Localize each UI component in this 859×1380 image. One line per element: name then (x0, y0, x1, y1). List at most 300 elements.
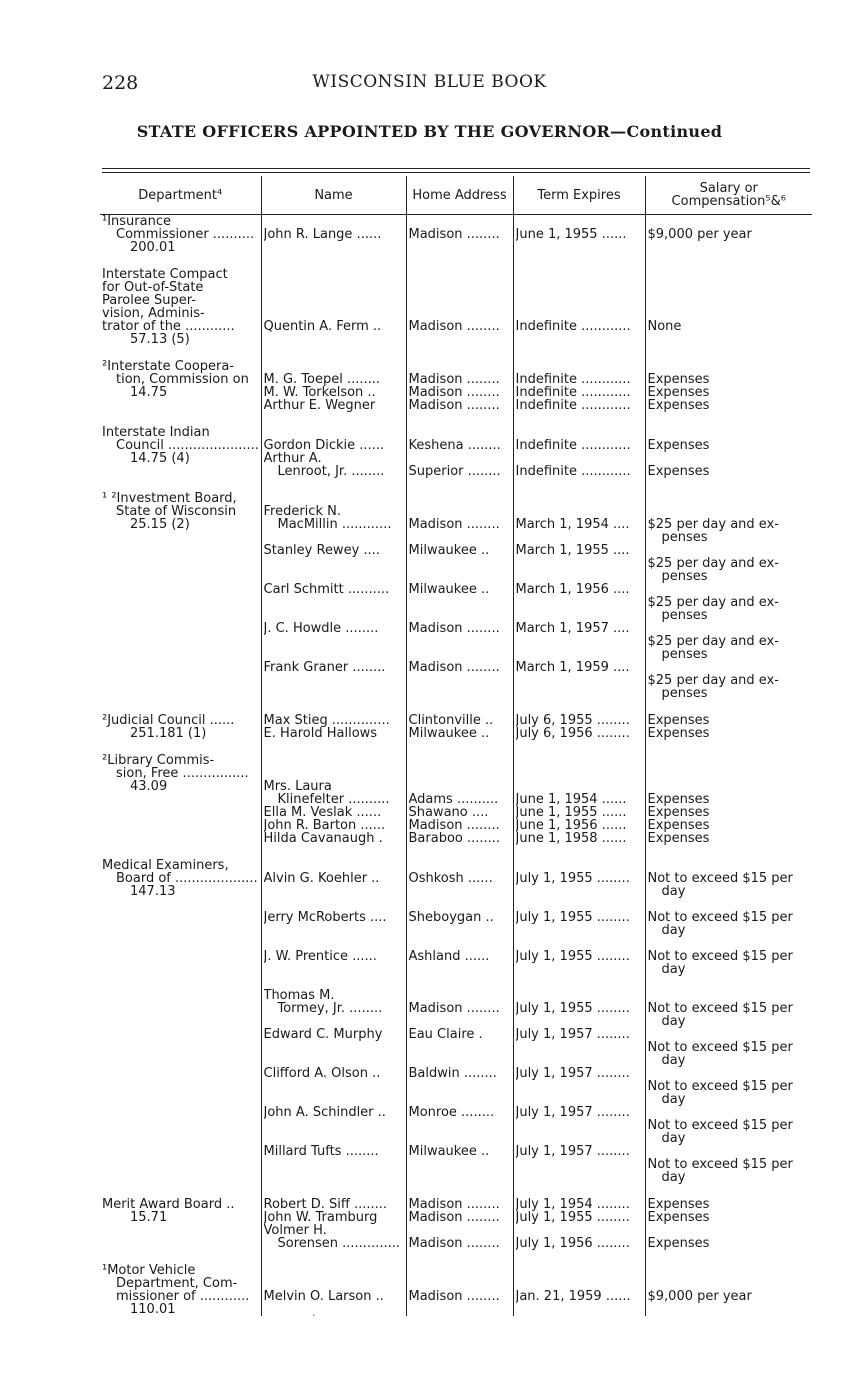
spacer-cell (406, 700, 513, 714)
address-cell (406, 492, 513, 700)
term-cell (513, 859, 645, 1184)
name-cell (261, 859, 406, 1184)
group-spacer (100, 700, 812, 714)
salary-line: Expenses (647, 832, 710, 845)
line-gap (264, 492, 404, 505)
line-gap (516, 609, 643, 622)
term-line: July 6, 1955 ........ (515, 714, 630, 727)
name-line: M. G. Toepel ........ (263, 373, 381, 386)
address-line: Madison ........ (408, 399, 500, 412)
address-line: Baraboo ........ (408, 832, 501, 845)
term-line: Indefinite ............ (515, 386, 631, 399)
line-gap (648, 754, 811, 767)
line-gap (516, 674, 643, 687)
salary-line: day (661, 963, 686, 976)
department-cell (100, 360, 261, 412)
term-line: March 1, 1955 .... (515, 544, 630, 557)
name-line: Edward C. Murphy (263, 1028, 383, 1041)
name-line: Mrs. Laura (263, 780, 332, 793)
name-line: J. C. Howdle ........ (263, 622, 379, 635)
line-gap (264, 570, 404, 583)
department-cell (100, 492, 261, 700)
line-gap (516, 1080, 643, 1093)
section-title: STATE OFFICERS APPOINTED BY THE GOVERNOR—Continued (136, 122, 723, 141)
address-line: Madison ........ (408, 518, 500, 531)
department-line: 43.09 (130, 780, 168, 793)
term-cell (513, 426, 645, 478)
line-gap (409, 754, 511, 767)
table-row (100, 492, 812, 700)
line-gap (264, 1158, 404, 1171)
name-line: Stanley Rewey .... (263, 544, 380, 557)
line-gap (516, 307, 643, 320)
name-line: Ella M. Veslak ...... (263, 806, 382, 819)
name-cell (261, 426, 406, 478)
line-gap (409, 780, 511, 793)
department-line: ¹Motor Vehicle (102, 1264, 196, 1277)
term-cell (513, 754, 645, 845)
line-gap (264, 963, 404, 976)
address-line: Baldwin ........ (408, 1067, 497, 1080)
line-gap (516, 1041, 643, 1054)
term-line: Indefinite ............ (515, 373, 631, 386)
line-gap (516, 1054, 643, 1067)
line-gap (516, 885, 643, 898)
column-header-home-address: Home Address (406, 176, 513, 215)
salary-line: Expenses (647, 465, 710, 478)
spacer-cell (645, 700, 812, 714)
page-number: 228 (102, 72, 139, 94)
line-gap (516, 492, 643, 505)
salary-line: day (661, 924, 686, 937)
department-line: 25.15 (2) (130, 518, 190, 531)
line-gap (516, 360, 643, 373)
address-line: Madison ........ (408, 1290, 500, 1303)
line-gap (264, 1093, 404, 1106)
line-gap (264, 767, 404, 780)
name-line: Lenroot, Jr. ........ (277, 465, 385, 478)
department-cell (100, 1264, 261, 1316)
spacer-cell (513, 346, 645, 360)
line-gap (409, 963, 511, 976)
salary-line: day (661, 1054, 686, 1067)
line-gap (648, 976, 811, 989)
line-gap (264, 1041, 404, 1054)
line-gap (516, 1132, 643, 1145)
spacer-cell (100, 740, 261, 754)
line-gap (648, 1224, 811, 1237)
term-cell (513, 1264, 645, 1316)
spacer-cell (261, 1250, 406, 1264)
line-gap (516, 754, 643, 767)
salary-line: day (661, 1093, 686, 1106)
line-gap (516, 859, 643, 872)
salary-cell (645, 859, 812, 1184)
term-line: July 1, 1957 ........ (515, 1145, 630, 1158)
salary-cell (645, 268, 812, 346)
group-spacer (100, 346, 812, 360)
name-line: Arthur E. Wegner (263, 399, 376, 412)
term-line: July 1, 1956 ........ (515, 1237, 630, 1250)
line-gap (516, 1093, 643, 1106)
line-gap (409, 648, 511, 661)
term-cell (513, 268, 645, 346)
salary-line: Not to exceed $15 per (647, 872, 793, 885)
line-gap (409, 492, 511, 505)
line-gap (516, 898, 643, 911)
address-line: Keshena ........ (408, 439, 501, 452)
spacer-cell (513, 1250, 645, 1264)
address-line: Milwaukee .. (408, 544, 490, 557)
term-line: July 1, 1957 ........ (515, 1028, 630, 1041)
line-gap (516, 780, 643, 793)
term-line: July 1, 1955 ........ (515, 950, 630, 963)
department-line: ²Judicial Council ...... (102, 714, 235, 727)
salary-line: Expenses (647, 1237, 710, 1250)
address-line: Madison ........ (408, 1198, 500, 1211)
line-gap (648, 544, 811, 557)
group-spacer (100, 1250, 812, 1264)
line-gap (409, 505, 511, 518)
line-gap (409, 1054, 511, 1067)
name-line: Quentin A. Ferm .. (263, 320, 382, 333)
line-gap (516, 1158, 643, 1171)
spacer-cell (513, 740, 645, 754)
table-row (100, 1264, 812, 1316)
address-line: Madison ........ (408, 228, 500, 241)
address-line: Ashland ...... (408, 950, 490, 963)
line-gap (264, 937, 404, 950)
department-cell (100, 714, 261, 740)
department-line: 200.01 (130, 241, 176, 254)
department-line: sion, Free ................ (116, 767, 249, 780)
name-line: John A. Schindler .. (263, 1106, 386, 1119)
spacer-cell (406, 478, 513, 492)
salary-cell (645, 215, 812, 255)
line-gap (409, 452, 511, 465)
name-line: Melvin O. Larson .. (263, 1290, 384, 1303)
address-line: Adams .......... (408, 793, 499, 806)
line-gap (409, 1041, 511, 1054)
line-gap (409, 268, 511, 281)
line-gap (648, 661, 811, 674)
salary-line: Not to exceed $15 per (647, 950, 793, 963)
table-row (100, 714, 812, 740)
line-gap (409, 859, 511, 872)
name-line: John R. Barton ...... (263, 819, 386, 832)
spacer-cell (645, 1184, 812, 1198)
spacer-cell (261, 700, 406, 714)
department-line: 251.181 (1) (130, 727, 207, 740)
line-gap (409, 1093, 511, 1106)
line-gap (264, 674, 404, 687)
line-gap (409, 426, 511, 439)
line-gap (409, 635, 511, 648)
column-header-name: Name (261, 176, 406, 215)
department-line: ¹ ²Investment Board, (102, 492, 237, 505)
line-gap (648, 215, 811, 228)
salary-line: $25 per day and ex- (647, 596, 779, 609)
name-line: Hilda Cavanaugh . (263, 832, 383, 845)
spacer-cell (406, 740, 513, 754)
name-line: MacMillin ............ (277, 518, 392, 531)
line-gap (516, 426, 643, 439)
line-gap (516, 767, 643, 780)
line-gap (264, 268, 404, 281)
salary-line: Expenses (647, 793, 710, 806)
column-header-department: Department⁴ (100, 176, 261, 215)
line-gap (516, 294, 643, 307)
salary-line: Expenses (647, 714, 710, 727)
line-gap (648, 294, 811, 307)
line-gap (409, 281, 511, 294)
line-gap (264, 281, 404, 294)
term-line: Jan. 21, 1959 ...... (515, 1290, 631, 1303)
top-double-rule-lower (102, 172, 810, 173)
spacer-cell (645, 740, 812, 754)
term-cell (513, 1198, 645, 1250)
name-line: Frank Graner ........ (263, 661, 386, 674)
line-gap (648, 1106, 811, 1119)
address-line: Madison ........ (408, 661, 500, 674)
salary-line: $25 per day and ex- (647, 518, 779, 531)
department-line: 14.75 (130, 386, 168, 399)
spacer-cell (513, 845, 645, 859)
salary-line: Not to exceed $15 per (647, 1041, 793, 1054)
line-gap (264, 898, 404, 911)
group-spacer (100, 254, 812, 268)
department-line: 147.13 (130, 885, 176, 898)
line-gap (264, 754, 404, 767)
salary-line: penses (661, 531, 708, 544)
spacer-cell (100, 412, 261, 426)
name-cell (261, 215, 406, 255)
department-line: missioner of ............ (116, 1290, 250, 1303)
spacer-cell (513, 254, 645, 268)
line-gap (264, 557, 404, 570)
line-gap (648, 898, 811, 911)
spacer-cell (645, 412, 812, 426)
spacer-cell (406, 1250, 513, 1264)
line-gap (264, 1277, 404, 1290)
salary-cell (645, 360, 812, 412)
department-line: ²Library Commis- (102, 754, 215, 767)
line-gap (648, 767, 811, 780)
name-line: Robert D. Siff ........ (263, 1198, 388, 1211)
line-gap (409, 1277, 511, 1290)
spacer-cell (513, 478, 645, 492)
term-line: July 1, 1955 ........ (515, 1211, 630, 1224)
line-gap (264, 1264, 404, 1277)
address-line: Madison ........ (408, 386, 500, 399)
department-line: ²Interstate Coopera- (102, 360, 235, 373)
address-line: Madison ........ (408, 819, 500, 832)
term-line: March 1, 1956 .... (515, 583, 630, 596)
line-gap (516, 215, 643, 228)
line-gap (409, 767, 511, 780)
address-line: Superior ........ (408, 465, 501, 478)
salary-line: $25 per day and ex- (647, 635, 779, 648)
term-line: June 1, 1954 ...... (515, 793, 627, 806)
line-gap (409, 989, 511, 1002)
line-gap (516, 1264, 643, 1277)
spacer-cell (513, 700, 645, 714)
name-line: M. W. Torkelson .. (263, 386, 376, 399)
department-line: 15.71 (130, 1211, 168, 1224)
line-gap (516, 963, 643, 976)
name-line: Arthur A. (263, 452, 322, 465)
line-gap (516, 281, 643, 294)
address-line: Eau Claire . (408, 1028, 483, 1041)
line-gap (648, 1028, 811, 1041)
term-cell (513, 360, 645, 412)
name-cell (261, 268, 406, 346)
name-line: Thomas M. (263, 989, 335, 1002)
department-line: Interstate Compact (102, 268, 228, 281)
spacer-cell (261, 740, 406, 754)
line-gap (409, 1264, 511, 1277)
spacer-cell (261, 845, 406, 859)
line-gap (264, 648, 404, 661)
line-gap (648, 492, 811, 505)
line-gap (409, 1132, 511, 1145)
department-line: 14.75 (4) (130, 452, 190, 465)
line-gap (516, 635, 643, 648)
line-gap (409, 1158, 511, 1171)
top-double-rule-upper (102, 168, 810, 169)
spacer-cell (513, 412, 645, 426)
salary-line: Expenses (647, 399, 710, 412)
department-line: Medical Examiners, (102, 859, 229, 872)
department-cell (100, 754, 261, 845)
line-gap (648, 1277, 811, 1290)
spacer-cell (645, 845, 812, 859)
term-line: Indefinite ............ (515, 399, 631, 412)
line-gap (409, 1119, 511, 1132)
department-line: trator of the ............ (102, 320, 235, 333)
line-gap (516, 596, 643, 609)
line-gap (648, 937, 811, 950)
spacer-cell (100, 700, 261, 714)
line-gap (516, 989, 643, 1002)
term-cell (513, 215, 645, 255)
name-line: Carl Schmitt .......... (263, 583, 390, 596)
term-line: March 1, 1954 .... (515, 518, 630, 531)
address-line: Clintonville .. (408, 714, 494, 727)
term-line: Indefinite ............ (515, 465, 631, 478)
salary-line: $9,000 per year (647, 228, 752, 241)
spacer-cell (406, 346, 513, 360)
line-gap (264, 1132, 404, 1145)
line-gap (409, 1224, 511, 1237)
name-line: Frederick N. (263, 505, 341, 518)
group-spacer (100, 412, 812, 426)
table-row (100, 859, 812, 1184)
line-gap (264, 885, 404, 898)
line-gap (516, 937, 643, 950)
line-gap (648, 1145, 811, 1158)
line-gap (264, 307, 404, 320)
salary-line: penses (661, 687, 708, 700)
salary-line: Expenses (647, 1211, 710, 1224)
name-line: Max Stieg .............. (263, 714, 390, 727)
line-gap (264, 609, 404, 622)
spacer-cell (406, 1184, 513, 1198)
term-line: Indefinite ............ (515, 320, 631, 333)
salary-line: Not to exceed $15 per (647, 1002, 793, 1015)
line-gap (409, 307, 511, 320)
term-line: June 1, 1955 ...... (515, 806, 627, 819)
line-gap (648, 360, 811, 373)
address-line: Madison ........ (408, 320, 500, 333)
name-cell (261, 754, 406, 845)
line-gap (516, 924, 643, 937)
salary-cell (645, 1264, 812, 1316)
name-cell (261, 492, 406, 700)
salary-cell (645, 1198, 812, 1250)
name-line: Jerry McRoberts .... (263, 911, 387, 924)
salary-cell (645, 492, 812, 700)
name-line: John R. Lange ...... (263, 228, 382, 241)
name-line: Clifford A. Olson .. (263, 1067, 381, 1080)
name-line: Gordon Dickie ...... (263, 439, 385, 452)
spacer-cell (100, 254, 261, 268)
department-line: vision, Adminis- (102, 307, 205, 320)
table-row (100, 426, 812, 478)
line-gap (409, 898, 511, 911)
line-gap (516, 452, 643, 465)
line-gap (516, 1277, 643, 1290)
salary-line: Not to exceed $15 per (647, 1119, 793, 1132)
line-gap (516, 976, 643, 989)
department-cell (100, 268, 261, 346)
department-line: Council ...................... (116, 439, 259, 452)
line-gap (409, 557, 511, 570)
name-cell (261, 1264, 406, 1316)
line-gap (264, 596, 404, 609)
spacer-cell (261, 254, 406, 268)
department-line: tion, Commission on (116, 373, 249, 386)
term-line: July 1, 1955 ........ (515, 872, 630, 885)
line-gap (648, 859, 811, 872)
line-gap (264, 531, 404, 544)
department-cell (100, 215, 261, 255)
group-spacer (100, 478, 812, 492)
table-row (100, 754, 812, 845)
address-cell (406, 1264, 513, 1316)
table-row (100, 215, 812, 255)
line-gap (648, 1067, 811, 1080)
address-line: Sheboygan .. (408, 911, 494, 924)
spacer-cell (261, 412, 406, 426)
line-gap (648, 307, 811, 320)
salary-line: penses (661, 648, 708, 661)
line-gap (264, 294, 404, 307)
address-line: Milwaukee .. (408, 583, 490, 596)
term-line: July 6, 1956 ........ (515, 727, 630, 740)
address-line: Oshkosh ...... (408, 872, 493, 885)
salary-line: Expenses (647, 373, 710, 386)
department-line: for Out-of-State (102, 281, 204, 294)
table-row (100, 1198, 812, 1250)
name-line: Sorensen .............. (277, 1237, 400, 1250)
group-spacer (100, 740, 812, 754)
spacer-cell (100, 1250, 261, 1264)
line-gap (409, 531, 511, 544)
salary-line: day (661, 1171, 686, 1184)
salary-line: Expenses (647, 819, 710, 832)
salary-line: penses (661, 609, 708, 622)
